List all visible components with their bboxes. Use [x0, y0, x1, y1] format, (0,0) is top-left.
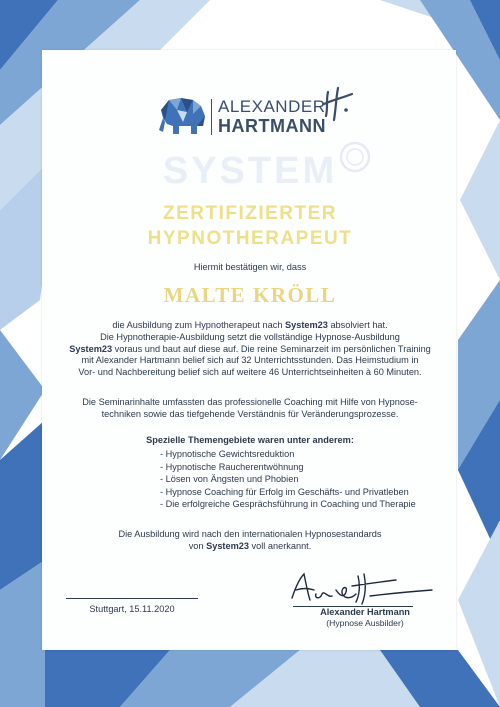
text-span: voll anerkannt.: [248, 540, 312, 551]
paragraph-line: Die Hypnotherapie-Ausbildung setzt die vollständige Hypnose-Ausbildung: [100, 331, 400, 342]
logo-name-first: ALEXANDER: [218, 97, 326, 116]
list-item: - Hypnotische Raucherentwöhnung: [160, 461, 304, 472]
paragraph-line: Die Ausbildung wird nach den internationalen Hypnosestandards: [118, 529, 382, 539]
date-line: [66, 598, 198, 599]
system23-bold: System23: [69, 343, 113, 354]
list-item: - Lösen von Ängsten und Phobien: [160, 474, 299, 485]
paragraph-content: [60, 397, 440, 421]
signer-role: (Hypnose Ausbilder): [326, 618, 404, 628]
text-span: die Ausbildung zum Hypnotherapeut nach: [112, 320, 285, 330]
certificate-title-line1: ZERTIFIZIERTER: [162, 203, 338, 224]
topics-heading: Spezielle Themengebiete waren unter anderem:: [146, 435, 354, 445]
hartmann-signature-mark-icon: [322, 86, 354, 122]
paragraph-line: [60, 320, 440, 332]
paragraph-line: [60, 344, 440, 356]
logo-name-last: HARTMANN: [218, 116, 326, 136]
signer-name: Alexander Hartmann: [320, 607, 410, 617]
system23-bold: System23: [206, 540, 249, 551]
paragraph-recognition: [60, 529, 440, 553]
text-span: von: [188, 540, 207, 551]
paragraph-line: Die Seminarinhalte umfassten das professionelle Coaching mit Hilfe von Hypnose-: [82, 397, 418, 407]
watermark-seal-icon: [338, 140, 372, 174]
text-span: absolviert hat.: [327, 320, 388, 330]
paragraph-training: [60, 320, 440, 379]
system23-bold: System23: [284, 320, 328, 330]
topics-list: [160, 448, 416, 511]
paragraph-line: techniken sowie das tiefgehende Verständnis für Veränderungsprozesse.: [101, 408, 399, 419]
list-item: - Hypnotische Gewichtsreduktion: [160, 449, 295, 459]
logo-divider: [211, 99, 212, 135]
system-watermark: SYSTEM: [162, 150, 338, 192]
text-span: voraus und baut auf diese auf. Die reine Seminarzeit im persönlichen Training: [112, 343, 431, 354]
paragraph-line: [60, 541, 440, 553]
paragraph-line: Vor- und Nachbereitung belief sich auf weitere 46 Unterrichtseinheiten à 60 Minuten.: [78, 367, 422, 378]
certificate-title-line2: HYPNOTHERAPEUT: [147, 228, 353, 249]
list-item: - Die erfolgreiche Gesprächsführung in Coaching und Therapie: [160, 499, 416, 510]
confirmation-text: Hiermit bestätigen wir, dass: [193, 262, 307, 272]
list-item: - Hypnose Coaching für Erfolg im Geschäfts- und Privatleben: [160, 486, 409, 497]
paragraph-line: mit Alexander Hartmann belief sich auf 32 Unterrichtsstunden. Das Heimstudium in: [81, 355, 419, 366]
handwritten-signature: [286, 568, 436, 608]
elephant-logo-icon: [157, 96, 209, 136]
recipient-name: MALTE KRÖLL: [163, 283, 337, 307]
date-place: Stuttgart, 15.11.2020: [89, 604, 175, 614]
